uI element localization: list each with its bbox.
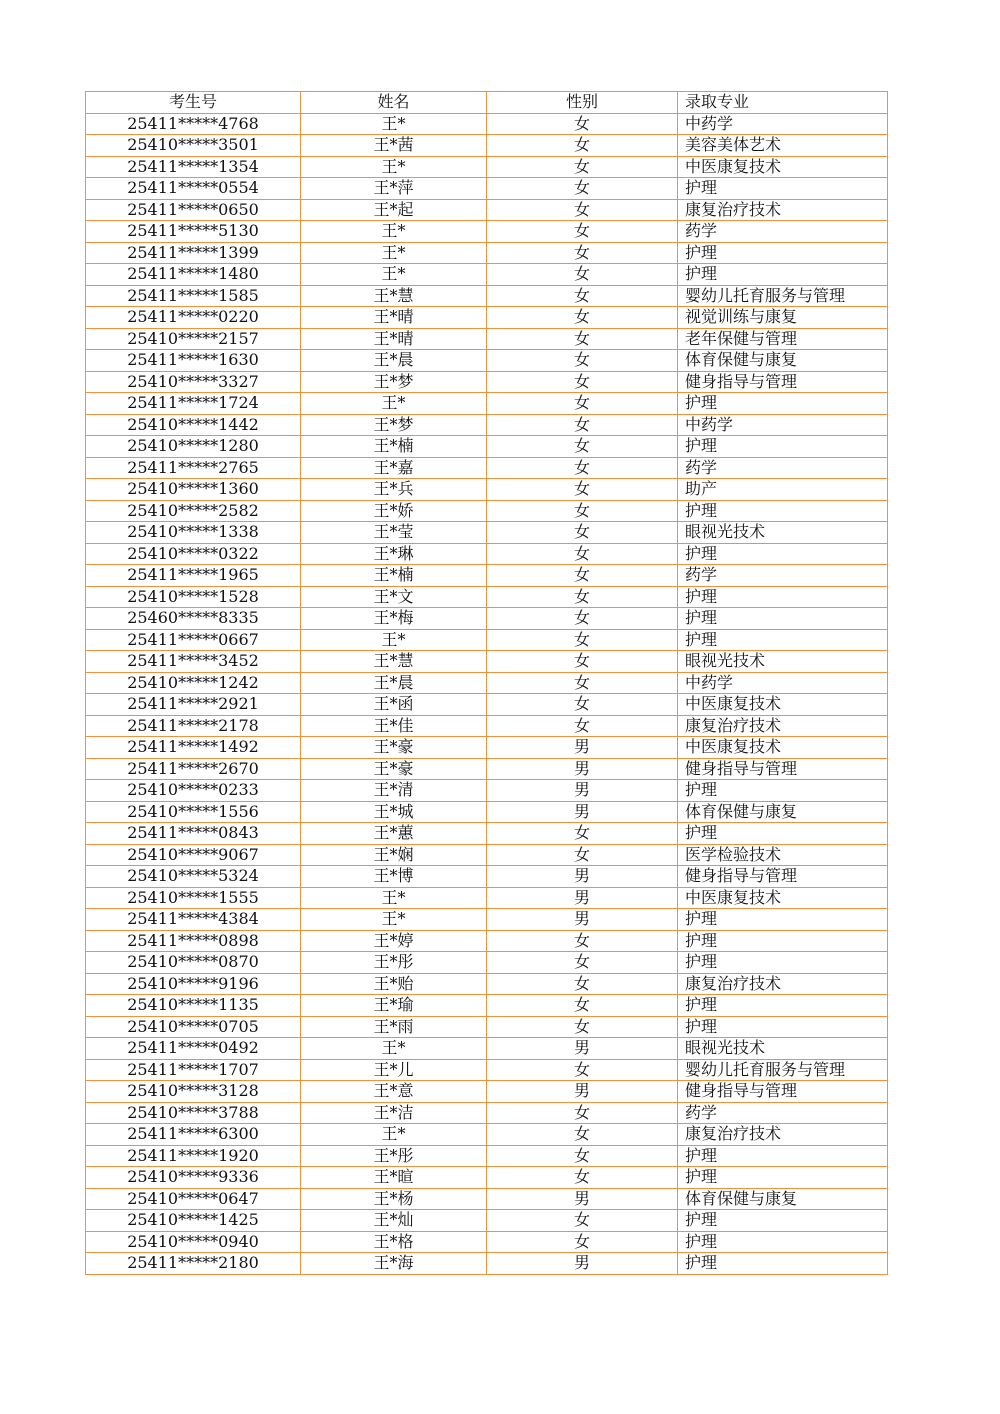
exam-id-cell: 25410*****3128	[86, 1081, 301, 1103]
table-row	[86, 1210, 888, 1232]
exam-id-cell: 25411*****0220	[86, 307, 301, 329]
table-row	[86, 457, 888, 479]
name-cell: 王*楠	[301, 565, 487, 587]
gender-cell: 女	[487, 522, 678, 544]
name-cell: 王*杨	[301, 1188, 487, 1210]
name-cell: 王*晨	[301, 672, 487, 694]
name-cell: 王*慧	[301, 285, 487, 307]
name-cell: 王*意	[301, 1081, 487, 1103]
name-cell: 王*儿	[301, 1059, 487, 1081]
name-cell: 王*	[301, 393, 487, 415]
name-cell: 王*	[301, 1038, 487, 1060]
table-row	[86, 371, 888, 393]
exam-id-cell: 25411*****0667	[86, 629, 301, 651]
exam-id-cell: 25411*****4384	[86, 909, 301, 931]
name-cell: 王*灿	[301, 1210, 487, 1232]
major-cell: 药学	[678, 457, 888, 479]
gender-cell: 男	[487, 758, 678, 780]
gender-cell: 男	[487, 1188, 678, 1210]
exam-id-cell: 25410*****3788	[86, 1102, 301, 1124]
exam-id-cell: 25410*****0233	[86, 780, 301, 802]
exam-id-cell: 25411*****5130	[86, 221, 301, 243]
major-cell: 药学	[678, 1102, 888, 1124]
gender-cell: 男	[487, 866, 678, 888]
gender-cell: 女	[487, 1167, 678, 1189]
exam-id-cell: 25410*****0705	[86, 1016, 301, 1038]
name-cell: 王*城	[301, 801, 487, 823]
gender-cell: 女	[487, 457, 678, 479]
exam-id-cell: 25411*****2921	[86, 694, 301, 716]
exam-id-cell: 25410*****2582	[86, 500, 301, 522]
exam-id-cell: 25411*****0492	[86, 1038, 301, 1060]
name-cell: 王*豪	[301, 737, 487, 759]
major-cell: 护理	[678, 1253, 888, 1275]
exam-id-cell: 25411*****1965	[86, 565, 301, 587]
gender-cell: 女	[487, 1210, 678, 1232]
table-row	[86, 887, 888, 909]
major-cell: 中医康复技术	[678, 737, 888, 759]
name-cell: 王*起	[301, 199, 487, 221]
name-cell: 王*慧	[301, 651, 487, 673]
name-cell: 王*萍	[301, 178, 487, 200]
exam-id-cell: 25410*****5324	[86, 866, 301, 888]
gender-cell: 女	[487, 221, 678, 243]
exam-id-cell: 25410*****1425	[86, 1210, 301, 1232]
major-cell: 老年保健与管理	[678, 328, 888, 350]
major-cell: 护理	[678, 264, 888, 286]
exam-id-cell: 25411*****2670	[86, 758, 301, 780]
gender-cell: 女	[487, 479, 678, 501]
exam-id-cell: 25411*****0650	[86, 199, 301, 221]
table-row	[86, 393, 888, 415]
major-cell: 中药学	[678, 113, 888, 135]
major-cell: 眼视光技术	[678, 1038, 888, 1060]
name-cell: 王*	[301, 242, 487, 264]
major-cell: 护理	[678, 930, 888, 952]
exam-id-cell: 25411*****0554	[86, 178, 301, 200]
exam-id-cell: 25410*****9196	[86, 973, 301, 995]
table-row	[86, 522, 888, 544]
name-cell: 王*	[301, 156, 487, 178]
gender-cell: 女	[487, 371, 678, 393]
table-row	[86, 1231, 888, 1253]
name-cell: 王*	[301, 909, 487, 931]
gender-cell: 男	[487, 737, 678, 759]
major-cell: 中药学	[678, 672, 888, 694]
gender-cell: 女	[487, 1059, 678, 1081]
gender-cell: 男	[487, 1081, 678, 1103]
major-cell: 视觉训练与康复	[678, 307, 888, 329]
table-row	[86, 1145, 888, 1167]
gender-cell: 女	[487, 565, 678, 587]
gender-cell: 男	[487, 1038, 678, 1060]
table-row	[86, 414, 888, 436]
exam-id-cell: 25410*****1338	[86, 522, 301, 544]
name-cell: 王*娴	[301, 844, 487, 866]
table-row	[86, 801, 888, 823]
header-exam-id: 考生号	[86, 92, 301, 114]
exam-id-cell: 25410*****3501	[86, 135, 301, 157]
major-cell: 中药学	[678, 414, 888, 436]
table-row	[86, 780, 888, 802]
exam-id-cell: 25410*****1135	[86, 995, 301, 1017]
major-cell: 护理	[678, 608, 888, 630]
table-row	[86, 930, 888, 952]
gender-cell: 女	[487, 995, 678, 1017]
name-cell: 王*彤	[301, 1145, 487, 1167]
exam-id-cell: 25410*****1242	[86, 672, 301, 694]
gender-cell: 男	[487, 801, 678, 823]
major-cell: 护理	[678, 1210, 888, 1232]
exam-id-cell: 25410*****1556	[86, 801, 301, 823]
exam-id-cell: 25410*****1360	[86, 479, 301, 501]
exam-id-cell: 25411*****2765	[86, 457, 301, 479]
gender-cell: 女	[487, 393, 678, 415]
name-cell: 王*海	[301, 1253, 487, 1275]
name-cell: 王*	[301, 113, 487, 135]
major-cell: 护理	[678, 1167, 888, 1189]
table-row	[86, 543, 888, 565]
gender-cell: 女	[487, 1145, 678, 1167]
major-cell: 护理	[678, 586, 888, 608]
exam-id-cell: 25411*****3452	[86, 651, 301, 673]
major-cell: 护理	[678, 1145, 888, 1167]
major-cell: 眼视光技术	[678, 522, 888, 544]
major-cell: 护理	[678, 178, 888, 200]
gender-cell: 女	[487, 135, 678, 157]
name-cell: 王*梅	[301, 608, 487, 630]
exam-id-cell: 25411*****1585	[86, 285, 301, 307]
admission-table	[85, 91, 888, 1275]
major-cell: 助产	[678, 479, 888, 501]
major-cell: 药学	[678, 221, 888, 243]
name-cell: 王*	[301, 221, 487, 243]
name-cell: 王*	[301, 629, 487, 651]
table-row	[86, 1102, 888, 1124]
major-cell: 健身指导与管理	[678, 758, 888, 780]
table-row	[86, 221, 888, 243]
gender-cell: 女	[487, 608, 678, 630]
major-cell: 护理	[678, 909, 888, 931]
header-name: 姓名	[301, 92, 487, 114]
table-row	[86, 823, 888, 845]
name-cell: 王*豪	[301, 758, 487, 780]
table-row	[86, 1124, 888, 1146]
exam-id-cell: 25411*****1707	[86, 1059, 301, 1081]
exam-id-cell: 25411*****4768	[86, 113, 301, 135]
gender-cell: 男	[487, 1253, 678, 1275]
exam-id-cell: 25411*****1920	[86, 1145, 301, 1167]
exam-id-cell: 25410*****0322	[86, 543, 301, 565]
name-cell: 王*婷	[301, 930, 487, 952]
exam-id-cell: 25411*****1630	[86, 350, 301, 372]
name-cell: 王*函	[301, 694, 487, 716]
table-row	[86, 952, 888, 974]
major-cell: 护理	[678, 1016, 888, 1038]
table-row	[86, 328, 888, 350]
name-cell: 王*嘉	[301, 457, 487, 479]
exam-id-cell: 25410*****1442	[86, 414, 301, 436]
table-row	[86, 113, 888, 135]
name-cell: 王*	[301, 1124, 487, 1146]
gender-cell: 女	[487, 1231, 678, 1253]
name-cell: 王*博	[301, 866, 487, 888]
major-cell: 康复治疗技术	[678, 199, 888, 221]
major-cell: 护理	[678, 1231, 888, 1253]
exam-id-cell: 25410*****1555	[86, 887, 301, 909]
table-row	[86, 672, 888, 694]
gender-cell: 女	[487, 1102, 678, 1124]
table-row	[86, 1038, 888, 1060]
table-row	[86, 479, 888, 501]
name-cell: 王*	[301, 264, 487, 286]
name-cell: 王*晨	[301, 350, 487, 372]
major-cell: 药学	[678, 565, 888, 587]
exam-id-cell: 25410*****2157	[86, 328, 301, 350]
gender-cell: 男	[487, 887, 678, 909]
major-cell: 婴幼儿托育服务与管理	[678, 1059, 888, 1081]
gender-cell: 女	[487, 586, 678, 608]
gender-cell: 女	[487, 629, 678, 651]
name-cell: 王*暄	[301, 1167, 487, 1189]
exam-id-cell: 25411*****1399	[86, 242, 301, 264]
major-cell: 护理	[678, 393, 888, 415]
name-cell: 王*洁	[301, 1102, 487, 1124]
major-cell: 美容美体艺术	[678, 135, 888, 157]
exam-id-cell: 25460*****8335	[86, 608, 301, 630]
gender-cell: 女	[487, 973, 678, 995]
gender-cell: 女	[487, 500, 678, 522]
gender-cell: 女	[487, 930, 678, 952]
table-row	[86, 285, 888, 307]
name-cell: 王*格	[301, 1231, 487, 1253]
major-cell: 护理	[678, 436, 888, 458]
name-cell: 王*贻	[301, 973, 487, 995]
exam-id-cell: 25410*****1280	[86, 436, 301, 458]
name-cell: 王*佳	[301, 715, 487, 737]
major-cell: 护理	[678, 543, 888, 565]
table-row	[86, 199, 888, 221]
gender-cell: 女	[487, 156, 678, 178]
gender-cell: 男	[487, 909, 678, 931]
gender-cell: 女	[487, 178, 678, 200]
table-row	[86, 1016, 888, 1038]
exam-id-cell: 25410*****9067	[86, 844, 301, 866]
major-cell: 中医康复技术	[678, 156, 888, 178]
name-cell: 王*雨	[301, 1016, 487, 1038]
major-cell: 护理	[678, 995, 888, 1017]
major-cell: 护理	[678, 952, 888, 974]
header-row	[86, 92, 888, 114]
gender-cell: 女	[487, 242, 678, 264]
gender-cell: 女	[487, 1016, 678, 1038]
major-cell: 中医康复技术	[678, 887, 888, 909]
table-row	[86, 307, 888, 329]
exam-id-cell: 25410*****0870	[86, 952, 301, 974]
exam-id-cell: 25411*****0898	[86, 930, 301, 952]
major-cell: 体育保健与康复	[678, 350, 888, 372]
name-cell: 王*娇	[301, 500, 487, 522]
major-cell: 医学检验技术	[678, 844, 888, 866]
table-row	[86, 586, 888, 608]
table-row	[86, 973, 888, 995]
table-row	[86, 995, 888, 1017]
gender-cell: 女	[487, 113, 678, 135]
name-cell: 王*蕙	[301, 823, 487, 845]
name-cell: 王*兵	[301, 479, 487, 501]
exam-id-cell: 25411*****6300	[86, 1124, 301, 1146]
table-row	[86, 565, 888, 587]
exam-id-cell: 25410*****1528	[86, 586, 301, 608]
table-row	[86, 135, 888, 157]
table-row	[86, 242, 888, 264]
major-cell: 健身指导与管理	[678, 1081, 888, 1103]
gender-cell: 女	[487, 436, 678, 458]
name-cell: 王*莹	[301, 522, 487, 544]
major-cell: 护理	[678, 629, 888, 651]
major-cell: 护理	[678, 500, 888, 522]
table-row	[86, 178, 888, 200]
gender-cell: 女	[487, 307, 678, 329]
major-cell: 康复治疗技术	[678, 715, 888, 737]
major-cell: 体育保健与康复	[678, 1188, 888, 1210]
header-gender: 性别	[487, 92, 678, 114]
header-major: 录取专业	[678, 92, 888, 114]
gender-cell: 女	[487, 651, 678, 673]
gender-cell: 女	[487, 672, 678, 694]
table-row	[86, 758, 888, 780]
name-cell: 王*清	[301, 780, 487, 802]
gender-cell: 女	[487, 285, 678, 307]
major-cell: 中医康复技术	[678, 694, 888, 716]
table-row	[86, 694, 888, 716]
gender-cell: 女	[487, 199, 678, 221]
major-cell: 护理	[678, 242, 888, 264]
table-body	[86, 113, 888, 1274]
major-cell: 健身指导与管理	[678, 371, 888, 393]
gender-cell: 女	[487, 715, 678, 737]
major-cell: 婴幼儿托育服务与管理	[678, 285, 888, 307]
name-cell: 王*文	[301, 586, 487, 608]
exam-id-cell: 25411*****1480	[86, 264, 301, 286]
table-row	[86, 1167, 888, 1189]
name-cell: 王*梦	[301, 371, 487, 393]
major-cell: 康复治疗技术	[678, 973, 888, 995]
gender-cell: 女	[487, 543, 678, 565]
table-row	[86, 737, 888, 759]
gender-cell: 女	[487, 264, 678, 286]
gender-cell: 女	[487, 350, 678, 372]
major-cell: 护理	[678, 780, 888, 802]
name-cell: 王*琳	[301, 543, 487, 565]
table-row	[86, 1188, 888, 1210]
gender-cell: 女	[487, 844, 678, 866]
major-cell: 护理	[678, 823, 888, 845]
gender-cell: 男	[487, 780, 678, 802]
table-row	[86, 350, 888, 372]
exam-id-cell: 25411*****1492	[86, 737, 301, 759]
table-row	[86, 436, 888, 458]
table-row	[86, 844, 888, 866]
gender-cell: 女	[487, 414, 678, 436]
major-cell: 康复治疗技术	[678, 1124, 888, 1146]
table-row	[86, 1253, 888, 1275]
table-row	[86, 909, 888, 931]
major-cell: 眼视光技术	[678, 651, 888, 673]
name-cell: 王*	[301, 887, 487, 909]
gender-cell: 女	[487, 328, 678, 350]
major-cell: 体育保健与康复	[678, 801, 888, 823]
name-cell: 王*楠	[301, 436, 487, 458]
gender-cell: 女	[487, 1124, 678, 1146]
exam-id-cell: 25410*****0647	[86, 1188, 301, 1210]
name-cell: 王*晴	[301, 328, 487, 350]
gender-cell: 女	[487, 952, 678, 974]
exam-id-cell: 25410*****3327	[86, 371, 301, 393]
name-cell: 王*梦	[301, 414, 487, 436]
name-cell: 王*彤	[301, 952, 487, 974]
table-row	[86, 500, 888, 522]
table-row	[86, 715, 888, 737]
name-cell: 王*晴	[301, 307, 487, 329]
table-row	[86, 264, 888, 286]
exam-id-cell: 25411*****2178	[86, 715, 301, 737]
major-cell: 健身指导与管理	[678, 866, 888, 888]
exam-id-cell: 25411*****1354	[86, 156, 301, 178]
table-row	[86, 866, 888, 888]
name-cell: 王*茜	[301, 135, 487, 157]
exam-id-cell: 25411*****2180	[86, 1253, 301, 1275]
table-row	[86, 608, 888, 630]
exam-id-cell: 25411*****1724	[86, 393, 301, 415]
exam-id-cell: 25410*****9336	[86, 1167, 301, 1189]
gender-cell: 女	[487, 694, 678, 716]
exam-id-cell: 25411*****0843	[86, 823, 301, 845]
table-row	[86, 629, 888, 651]
name-cell: 王*瑜	[301, 995, 487, 1017]
table-row	[86, 156, 888, 178]
table-row	[86, 1059, 888, 1081]
exam-id-cell: 25410*****0940	[86, 1231, 301, 1253]
table-row	[86, 651, 888, 673]
gender-cell: 女	[487, 823, 678, 845]
table-row	[86, 1081, 888, 1103]
